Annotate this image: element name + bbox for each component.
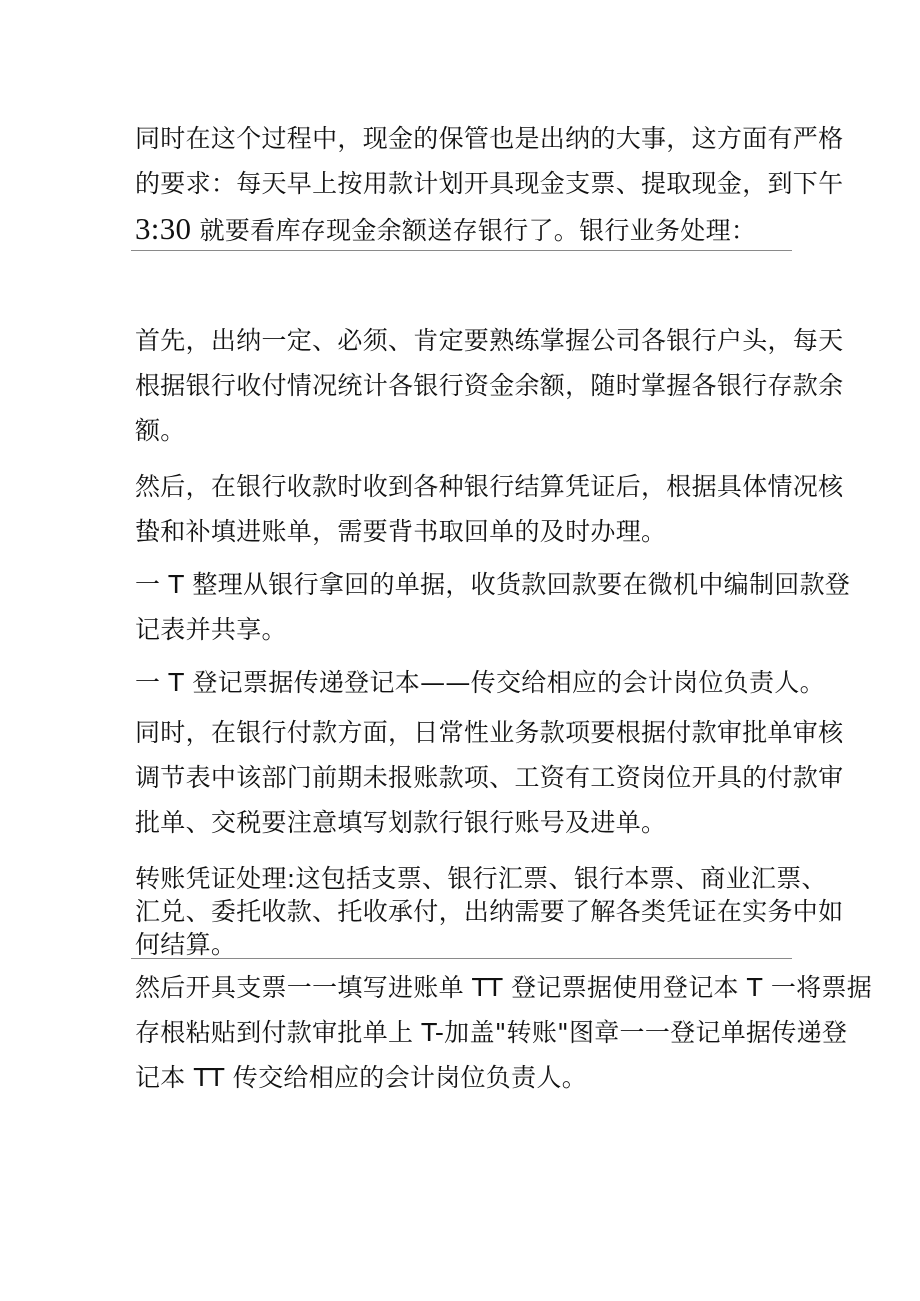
text-line: 何结算。 [135,930,237,959]
text-line: 转账凭证处理:这包括支票、银行汇票、银行本票、商业汇票、 [135,864,827,893]
text-line [135,206,795,253]
text-line: 同时，在银行付款方面，日常性业务款项要根据付款审批单审核 [135,718,844,747]
text-line: 然后开具支票一一填写进账单 TT 登记票据使用登记本 T 一将票据 [135,973,873,1002]
paragraph-bank-accounts [135,318,844,453]
text-line: 存根粘贴到付款审批单上 T-加盖"转账"图章一一登记单据传递登 [135,1018,848,1047]
text-line: 然后，在银行收款时收到各种银行结算凭证后，根据具体情况核 [135,472,844,501]
text-line: 调节表中该部门前期未报账款项、工资有工资岗位开具的付款审 [135,763,844,792]
paragraph-register-notes [135,660,825,705]
text-line: 的要求：每天早上按用款计划开具现金支票、提取现金，到下午 [135,169,844,198]
text-line: 同时在这个过程中，现金的保管也是出纳的大事，这方面有严格 [135,124,844,153]
text-line: 根据银行收付情况统计各银行资金余额，随时掌握各银行存款余 [135,371,844,400]
paragraph-transfer-vouchers [135,862,844,961]
paragraph-bank-receipts [135,464,844,554]
paragraph-check-process [135,965,873,1100]
divider-line [131,250,792,251]
paragraph-cash-custody [135,116,844,253]
divider-line [131,958,792,959]
text-line: 批单、交税要注意填写划款行银行账号及进单。 [135,808,667,837]
text-line: 蛰和补填进账单，需要背书取回单的及时办理。 [135,517,667,546]
text-line: 记本 TT 传交给相应的会计岗位负责人。 [135,1063,587,1092]
text-line: 汇兑、委托收款、托收承付，出纳需要了解各类凭证在实务中如 [135,897,844,926]
text-line-rest: 就要看库存现金余额送存银行了。银行业务处理： [199,216,757,245]
text-line: 额。 [135,416,186,445]
text-line: 首先，出纳一定、必须、肯定要熟练掌握公司各银行户头，每天 [135,326,844,355]
text-line: 一 T 整理从银行拿回的单据，收货款回款要在微机中编制回款登 [135,570,851,599]
text-line: 一 T 登记票据传递登记本——传交给相应的会计岗位负责人。 [135,668,825,697]
paragraph-bank-payments [135,710,844,845]
time-value: 3:30 [135,211,192,246]
paragraph-organize-receipts [135,562,851,652]
text-line: 记表并共享。 [135,615,287,644]
